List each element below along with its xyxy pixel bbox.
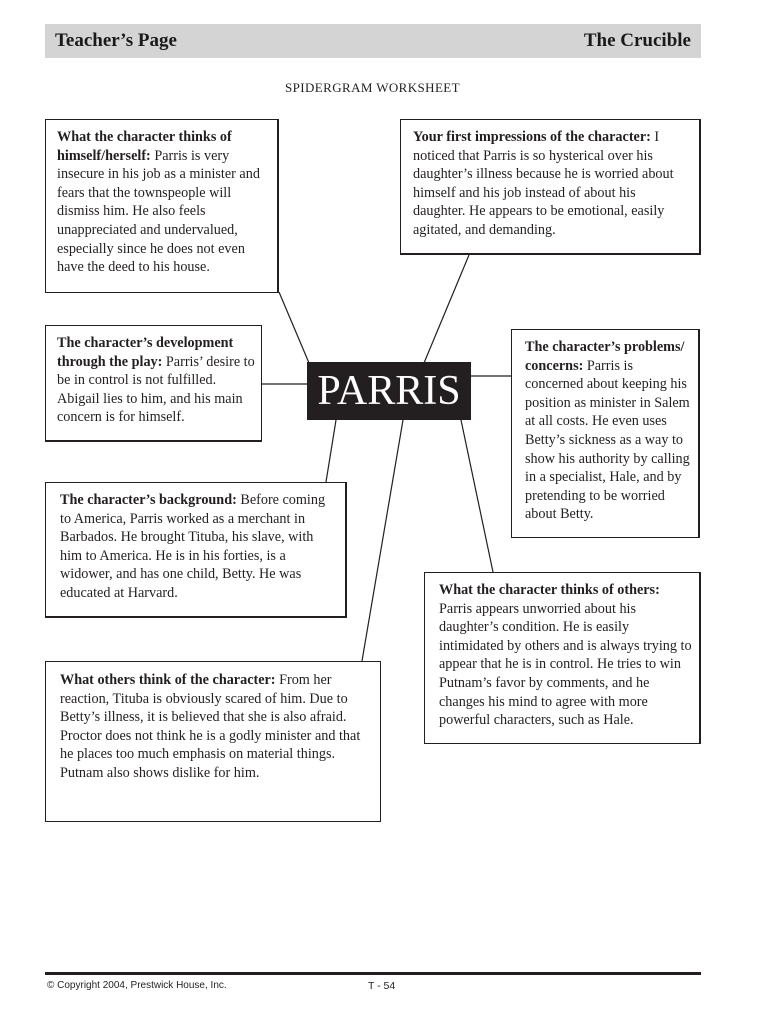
box-background (45, 482, 347, 618)
box-text: Parris is concerned about keeping his position as minister in Salem at all costs. He even uses Betty’s sickness as a way to show his authority by calling in a specialist, Hale, and by pretending to be worried about Betty. (525, 357, 690, 523)
footer-page-number: T - 54 (368, 980, 396, 992)
box-heading: Your first impressions of the character: (413, 129, 651, 145)
box-text: Before coming to America, Parris worked as a merchant in Barbados. He brought Tituba, his slave, with him to America. He is in his forties, is a widower, and has one child, Betty. He was educated at Harvard. (60, 492, 326, 601)
connector-self-view (279, 292, 309, 363)
box-heading: The character’s background: (60, 492, 237, 508)
box-heading: What others think of the character: (60, 672, 276, 688)
header-right-title: The Crucible (583, 30, 691, 51)
connector-first-impressions (424, 255, 469, 363)
center-character-name: PARRIS (307, 362, 471, 420)
box-heading: The character’s problems/ concerns: (525, 339, 685, 374)
box-text: From her reaction, Tituba is obviously scared of him. Due to Betty’s illness, it is believed that she is also afraid. Proctor does not think he is a godly minister and that he places too much emphasis on material things. Putnam also shows dislike for him. (60, 672, 361, 781)
connector-background (326, 420, 336, 482)
box-text: Parris is very insecure in his job as a minister and fears that the townspeople will dismiss him. He also feels unappreciated and undervalued, especially since he does not even have the deed to his house. (57, 147, 260, 276)
box-thinks-of-others (424, 572, 701, 744)
box-first-impressions (400, 119, 701, 255)
box-heading: What the character thinks of others: (439, 582, 660, 598)
connector-thinks-of-others (461, 420, 493, 572)
box-heading: What the character thinks of himself/herself: (57, 129, 232, 164)
footer-copyright: © Copyright 2004, Prestwick House, Inc. (47, 980, 227, 991)
box-text: Parris appears unworried about his daughter’s condition. He is easily intimidated by others and is always trying to appear that he is in control. He tries to win Putnam’s favor by comments, and he changes his mind to agree with more powerful characters, such as Hale. (439, 600, 692, 729)
header-left-title: Teacher’s Page (55, 30, 177, 51)
box-self-view (45, 119, 279, 293)
box-text: Parris’ desire to be in control is not fulfilled. Abigail lies to him, and his main concern is for himself. (57, 353, 255, 426)
box-heading: The character’s development through the play: (57, 335, 234, 370)
box-problems (511, 329, 700, 538)
worksheet-title: SPIDERGRAM WORKSHEET (285, 80, 460, 95)
box-development (45, 325, 262, 442)
connector-others-think (362, 420, 403, 661)
box-text: I noticed that Parris is so hysterical over his daughter’s illness because he is worried about himself and his job instead of about his daughter. He appears to be emotional, easily agitated, and demanding. (413, 129, 674, 238)
footer-divider (45, 972, 701, 975)
box-others-think (45, 661, 381, 822)
